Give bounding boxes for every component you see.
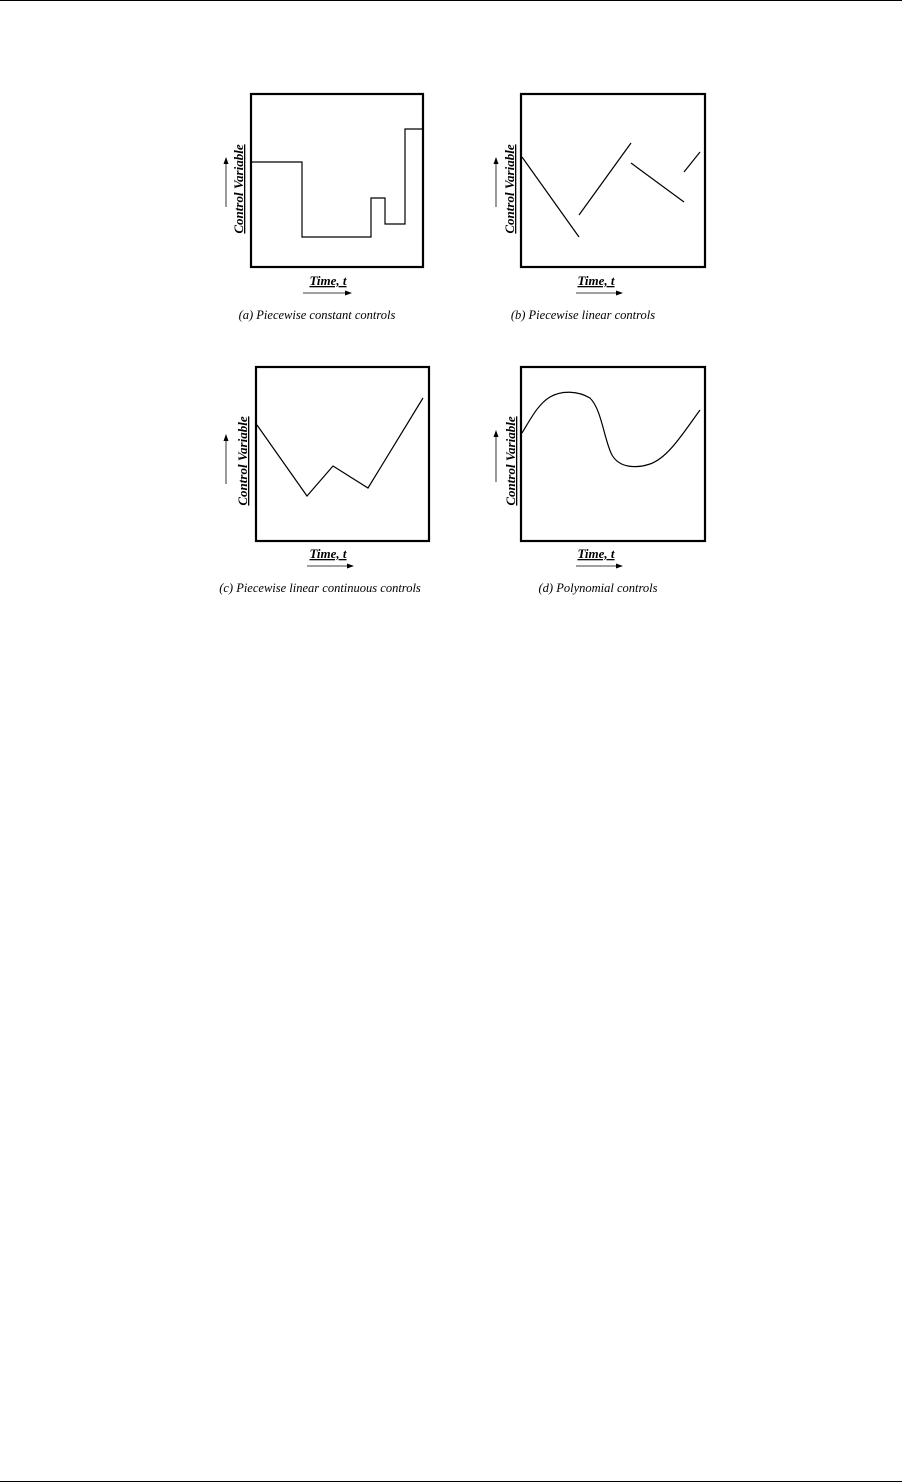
panel-d-ylabel: Control Variable bbox=[503, 416, 518, 506]
panel-d bbox=[494, 367, 706, 595]
panel-c-frame bbox=[256, 367, 429, 541]
panel-a bbox=[224, 94, 424, 322]
panel-b-segment-3 bbox=[631, 163, 684, 202]
figure-canvas bbox=[0, 0, 902, 600]
panel-c-curve bbox=[257, 398, 423, 496]
panel-b-ylabel: Control Variable bbox=[502, 144, 517, 234]
panel-b-segment-1 bbox=[522, 157, 579, 237]
panel-c-y-arrowhead bbox=[224, 434, 229, 441]
panel-d-curve bbox=[522, 392, 700, 466]
panel-d-xlabel: Time, t bbox=[577, 546, 615, 561]
panel-a-y-arrowhead bbox=[224, 157, 229, 164]
panel-b-y-arrowhead bbox=[494, 157, 499, 164]
page-bottom-rule bbox=[0, 1481, 902, 1482]
panel-a-curve bbox=[252, 129, 422, 237]
panel-c-ylabel: Control Variable bbox=[235, 416, 250, 506]
panel-d-frame bbox=[521, 367, 705, 541]
panel-b-frame bbox=[521, 94, 705, 267]
panel-b-caption: (b) Piecewise linear controls bbox=[510, 308, 656, 322]
panel-d-x-arrowhead bbox=[616, 564, 623, 569]
panel-a-caption: (a) Piecewise constant controls bbox=[238, 308, 396, 322]
panel-c-x-arrowhead bbox=[347, 564, 354, 569]
panel-a-x-arrowhead bbox=[345, 291, 352, 296]
panel-b-xlabel: Time, t bbox=[577, 273, 615, 288]
panel-b-segment-2 bbox=[579, 143, 631, 215]
panel-a-xlabel: Time, t bbox=[309, 273, 347, 288]
panel-c-xlabel: Time, t bbox=[309, 546, 347, 561]
panel-a-ylabel: Control Variable bbox=[231, 144, 246, 234]
panel-d-y-arrowhead bbox=[494, 430, 499, 437]
panel-b-x-arrowhead bbox=[616, 291, 623, 296]
panel-b-segment-4 bbox=[684, 152, 700, 172]
panel-c bbox=[219, 367, 429, 595]
panel-c-caption: (c) Piecewise linear continuous controls bbox=[219, 581, 421, 595]
panel-b bbox=[494, 94, 706, 322]
panel-a-frame bbox=[251, 94, 423, 267]
panel-d-caption: (d) Polynomial controls bbox=[538, 581, 658, 595]
control-parameterization-figure bbox=[0, 0, 902, 600]
